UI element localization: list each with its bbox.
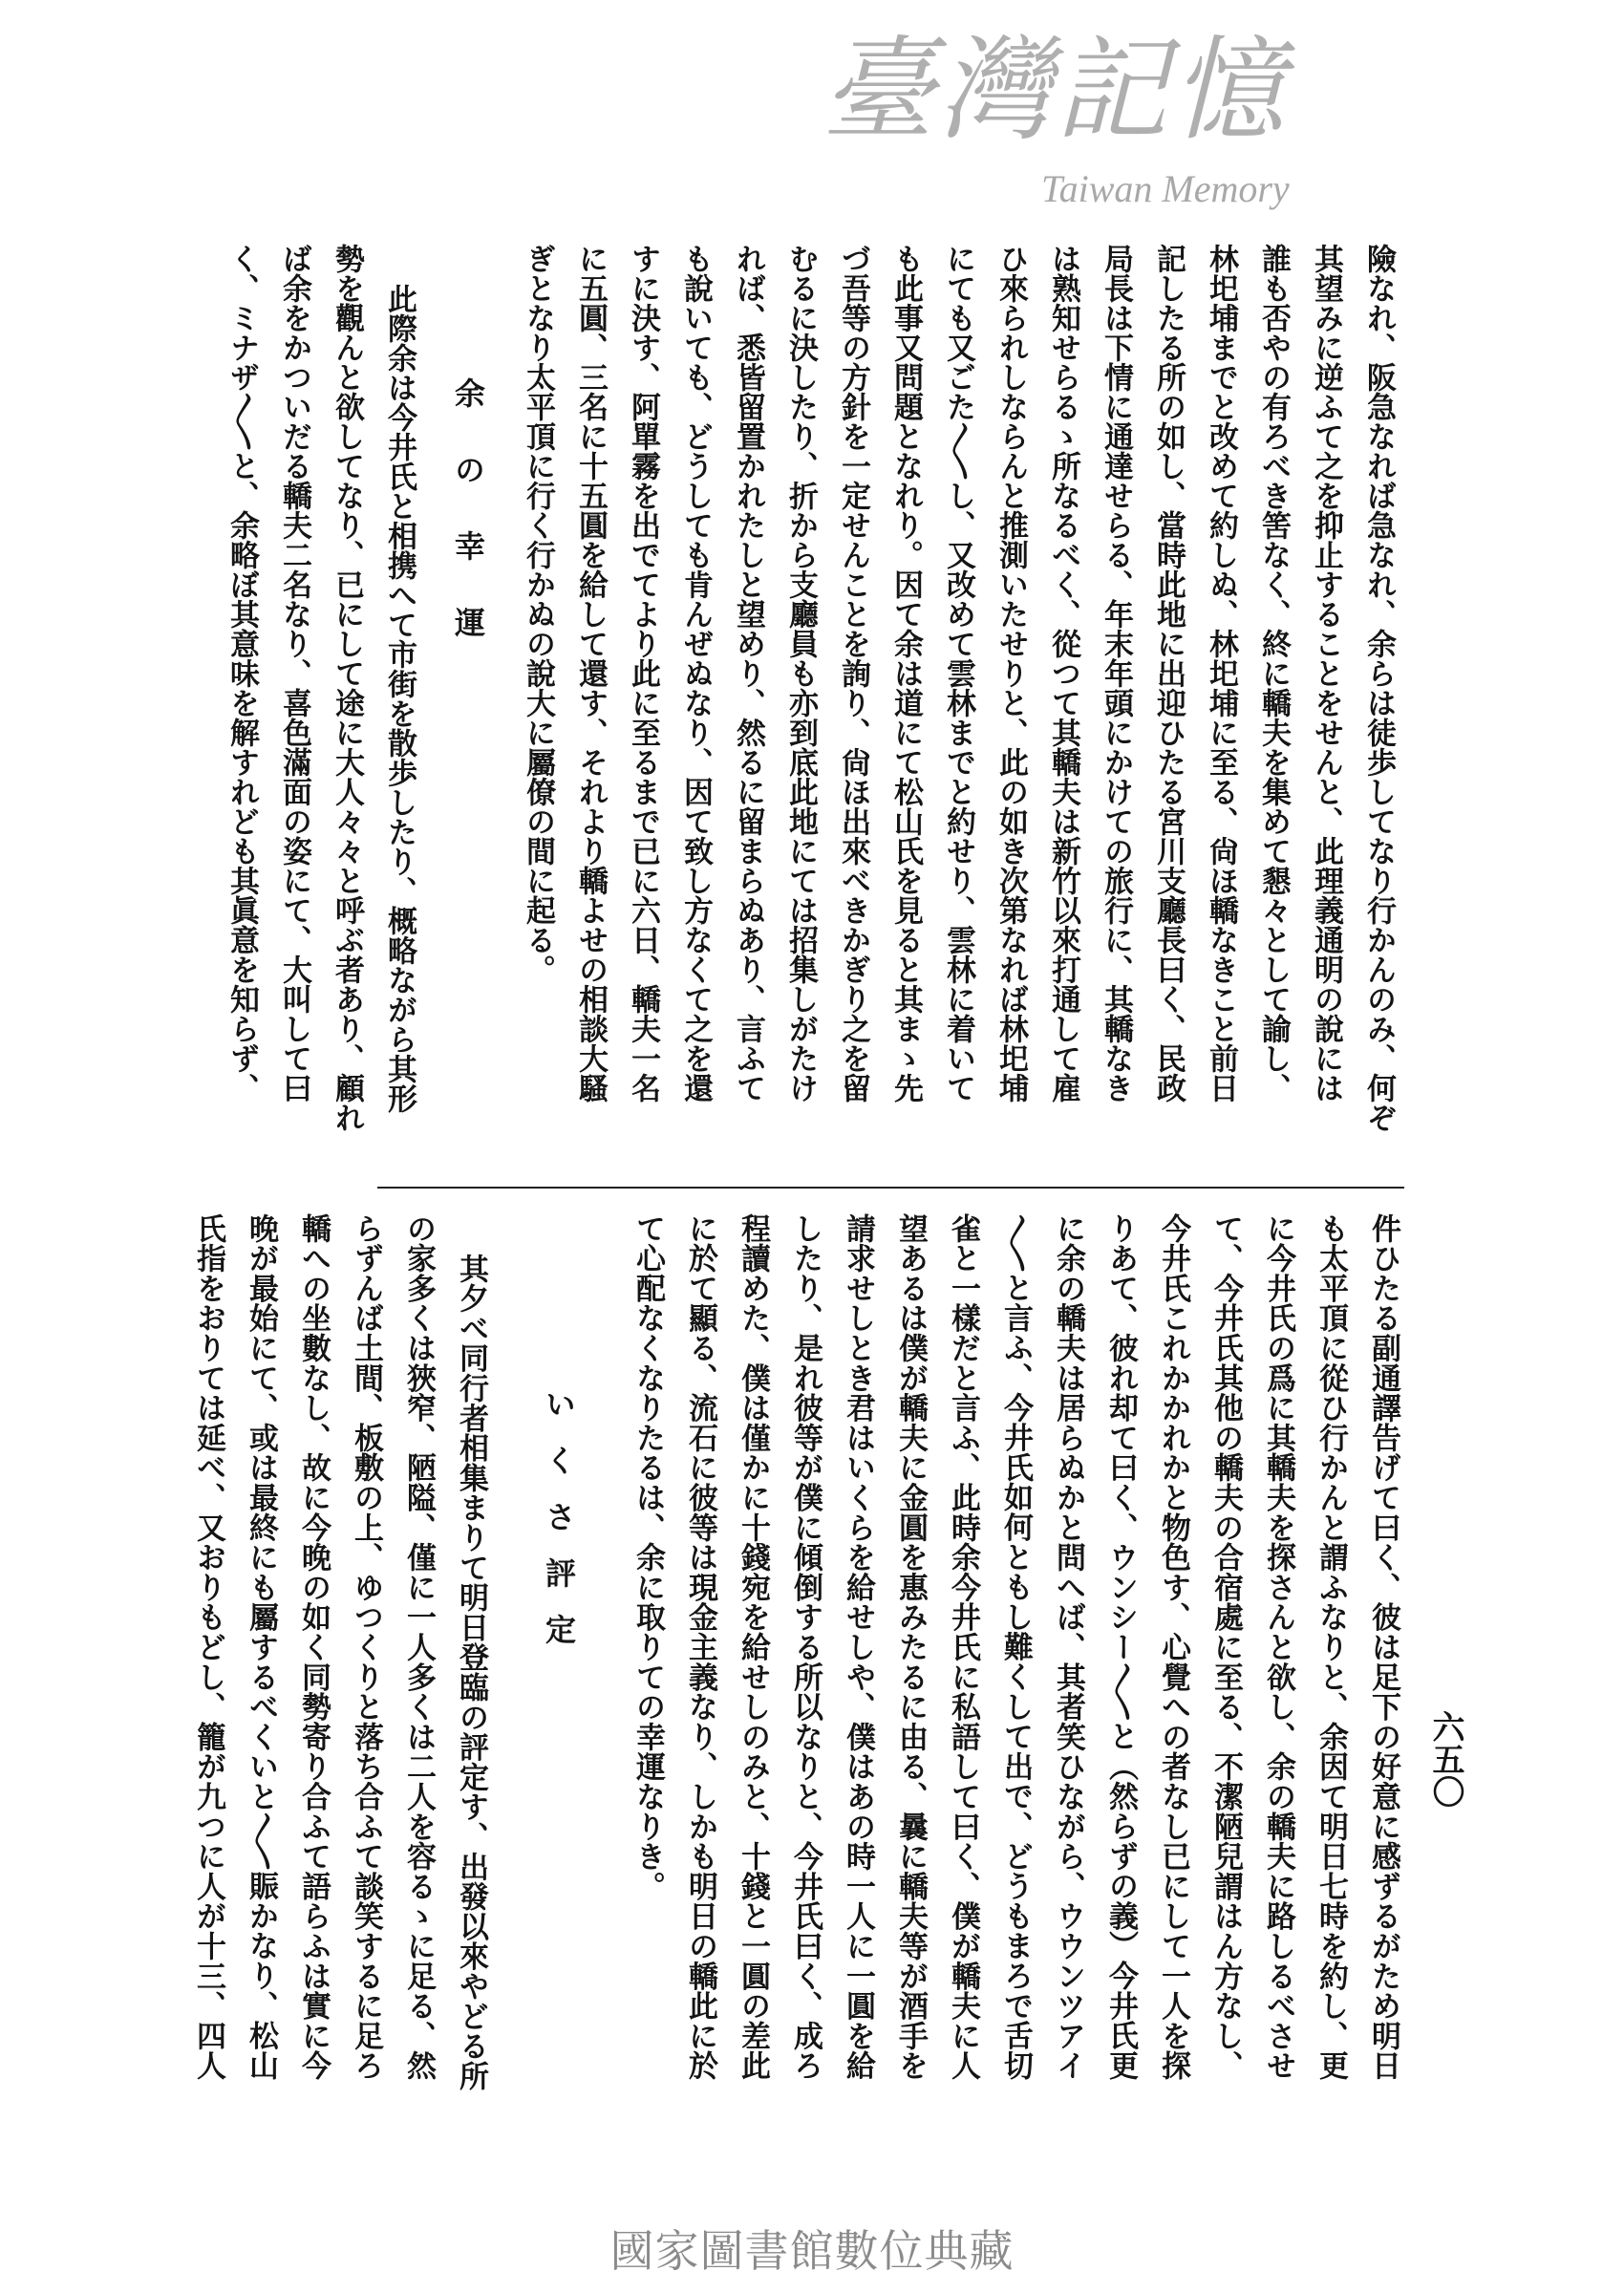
text-column: 望あるは僕が轎夫に金圓を惠みたるに由る、曩に轎夫等が酒手を [893, 1213, 928, 2081]
text-column: 〳〵と言ふ、今井氏如何ともし難くして出で、どうもまろで舌切 [998, 1213, 1033, 2081]
watermark-logo: 臺灣記憶 [822, 24, 1289, 156]
text-column: も此事又問題となれり。因て余は道にて松山氏を見ると其まゝ先 [888, 244, 923, 1103]
text-column: 其夕べ同行者相集まりて明日登臨の評定す、出發以來やどる所 [454, 1254, 488, 2091]
section-heading: 余の幸運 [450, 377, 486, 683]
text-column: りあて、彼れ却て曰く、ウンシー〳〵と（然らずの義）今井氏更 [1103, 1213, 1138, 2081]
text-column: 晚が最始にて、或は最終にも屬するべくいと〳〵賑かなり、松山 [244, 1213, 278, 2081]
text-column: 勢を觀んと欲してなり、已にして途に大人々々と呼ぶ者あり、顧れ [330, 244, 364, 1132]
text-column: も太平頂に從ひ行かんと謂ふなりと、余因て明日七時を約し、更 [1314, 1213, 1348, 2081]
text-column: むるに決したり、折から支廳員も亦到底此地にては招集しがたけ [783, 244, 818, 1103]
text-column: ぎとなり太平頂に行く行かぬの說大に屬僚の間に起る。 [521, 244, 555, 984]
text-column: 林圯埔までと改めて約しぬ、林圯埔に至る、尙ほ轎なきこと前日 [1204, 244, 1238, 1103]
text-column: にても又ごた〳〵し、又改めて雲林までと約せり、雲林に着いて [941, 244, 975, 1103]
text-column: れば、悉皆留置かれたしと望めり、然るに留まらぬあり、言ふて [731, 244, 765, 1103]
text-column: らずんば土間、板敷の上、ゆつくりと落ち合ふて談笑するに足ろ [349, 1213, 383, 2081]
text-column: に余の轎夫は居らぬかと問へば、其者笑ひながら、ウウンツアイ [1051, 1213, 1085, 2081]
text-column: 氏指をおりては延べ、又おりもどし、籠が九つに人が十三、四人 [191, 1213, 225, 2081]
text-column: 險なれ、阪急なれば急なれ、余らは徒歩してなり行かんのみ、何ぞ [1361, 244, 1396, 1132]
top-text-block [215, 244, 1404, 1211]
text-column: 此際余は今井氏と相携へて市街を散歩したり、概略ながら其形 [382, 284, 417, 1113]
text-column: 今井氏これかかれかと物色す、心覺への者なし已にして一人を探 [1156, 1213, 1190, 2081]
text-column: も說いても、どうしても肯んぜぬなり、因て致し方なくて之を還 [678, 244, 713, 1103]
text-column: 件ひたる副通譯告げて曰く、彼は足下の好意に感ずるがため明日 [1366, 1213, 1400, 2081]
text-column: は熟知せらるゝ所なるべく、從つて其轎夫は新竹以來打通して雇 [1046, 244, 1080, 1103]
text-column: の家多くは狹窄、陋隘、僅に一人多くは二人を容るゝに足る、然 [401, 1213, 436, 2081]
text-column: 程讀めた、僕は僅かに十錢宛を給せしのみと、十錢と一圓の差此 [736, 1213, 770, 2081]
text-column: ば余をかついだる轎夫二名なり、喜色滿面の姿にて、大叫して曰 [277, 244, 311, 1103]
text-column: て心配なくなりたるは、余に取りての幸運なりき。 [630, 1213, 665, 1901]
text-column: て、今井氏其他の轎夫の合宿處に至る、不潔陋兒謂はん方なし、 [1208, 1213, 1243, 2081]
text-column: ひ來られしならんと推測いたせりと、此の如き次第なれば林圯埔 [994, 244, 1028, 1103]
text-column: に於て顯る、流石に彼等は現金主義なり、しかも明日の轎此に於 [683, 1213, 717, 2081]
text-column: 其望みに逆ふて之を抑止することをせんと、此理義通明の說には [1309, 244, 1343, 1103]
text-column: したり、是れ彼等が僕に傾倒する所以なりと、今井氏曰く、成ろ [788, 1213, 823, 2081]
text-column: に五圓、三名に十五圓を給して還す、それより轎よせの相談大騷 [573, 244, 608, 1103]
bottom-text-block [182, 1213, 1409, 2185]
text-column: 請求せしとき君はいくらを給せしや、僕はあの時一人に一圓を給 [841, 1213, 875, 2081]
watermark-logo-subtitle: Taiwan Memory [1041, 167, 1290, 210]
text-column: く、ミナザ〳〵と、余略ぼ其意味を解すれども其眞意を知らず、 [224, 244, 259, 1103]
text-column: 轎への坐數なし、故に今晚の如く同勢寄り合ふて語らふは實に今 [296, 1213, 331, 2081]
page-number: 六五〇 [1426, 1710, 1464, 1808]
text-column: づ吾等の方針を一定せんことを詢り、尙ほ出來べきかぎり之を留 [836, 244, 870, 1103]
text-column: 雀と一樣だと言ふ、此時余今井氏に私語して曰く、僕が轎夫に人 [946, 1213, 980, 2081]
text-column: 誰も否やの有ろべき筈なく、終に轎夫を集めて懇々として諭し、 [1256, 244, 1291, 1103]
text-column: すに決す、阿單霧を出でてより此に至るまで已に六日、轎夫一名 [626, 244, 660, 1103]
section-divider [377, 1187, 1404, 1189]
text-column: に今井氏の爲に其轎夫を探さんと欲し、余の轎夫に路しるべさせ [1261, 1213, 1295, 2081]
text-column: 局長は下情に通達せらる、年末年頭にかけての旅行に、其轎なき [1099, 244, 1133, 1103]
text-column: 記したる所の如し、當時此地に出迎ひたる宮川支廳長曰く、民政 [1151, 244, 1186, 1103]
section-heading: いくさ評定 [541, 1388, 577, 1670]
library-footer: 國家圖書館數位典藏 [609, 2225, 1015, 2277]
